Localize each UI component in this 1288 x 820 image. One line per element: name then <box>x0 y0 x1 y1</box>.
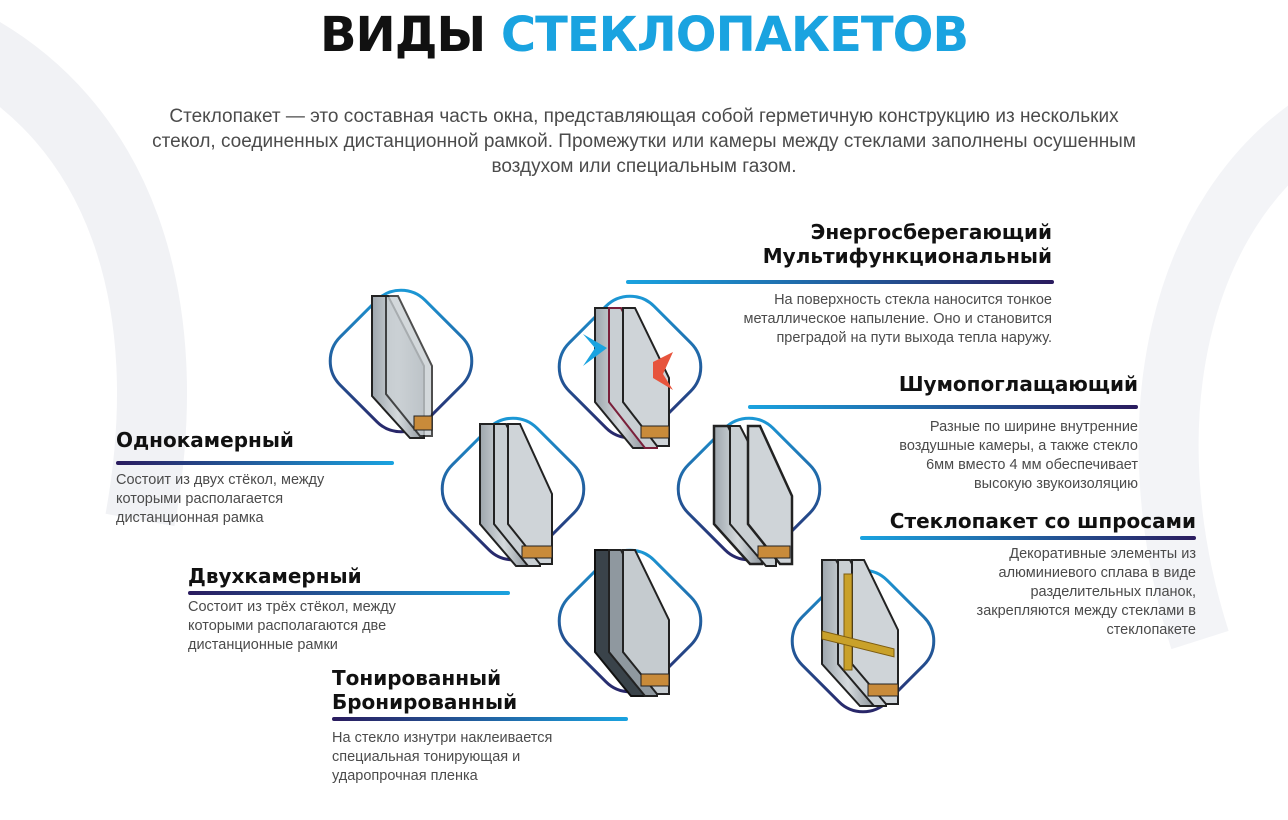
double-chamber-title: Двухкамерный <box>188 564 362 588</box>
energy-desc-line-3: преградой на пути выхода тепла наружу. <box>776 330 1052 346</box>
muntins-desc-line-3: разделительных планок, <box>1030 584 1196 600</box>
energy-saving-desc <box>743 291 1052 348</box>
muntins-image <box>778 556 948 726</box>
noise-desc-line-4: высокую звукоизоляцию <box>973 476 1138 492</box>
muntins-desc <box>977 545 1196 640</box>
noise-desc-line-3: 6мм вместо 4 мм обеспечивает <box>926 457 1138 473</box>
intro-text <box>100 104 1188 179</box>
muntins-desc-line-4: закрепляются между стеклами в <box>976 603 1196 619</box>
double-chamber-underline <box>188 591 510 595</box>
tinted-desc-line-2: специальная тонирующая и <box>332 749 521 765</box>
intro-line-3: воздухом или специальным газом. <box>491 156 797 177</box>
tinted-desc-line-1: На стекло изнутри наклеивается <box>332 730 553 746</box>
muntins-title: Стеклопакет со шпросами <box>889 509 1196 533</box>
tinted-title-line-2: Бронированный <box>332 690 518 714</box>
single-desc-line-3: дистанционная рамка <box>116 510 264 526</box>
energy-title-line-1: Энергосберегающий <box>810 220 1052 244</box>
double-desc-line-2: которыми располагаются две <box>188 618 387 634</box>
tinted-desc <box>332 729 552 786</box>
double-chamber-desc <box>188 598 396 655</box>
intro-line-2: стекол, соединенных дистанционной рамкой. Промежутки или камеры между стеклами заполнены осушенным <box>152 131 1136 152</box>
soundproof-desc <box>899 418 1138 494</box>
single-desc-line-1: Состоит из двух стёкол, между <box>116 472 325 488</box>
title-part2: СТЕКЛОПАКЕТОВ <box>500 7 969 63</box>
muntins-desc-line-2: алюминиевого сплава в виде <box>998 565 1196 581</box>
single-chamber-title: Однокамерный <box>116 428 294 452</box>
page-title <box>0 6 1288 64</box>
muntins-desc-line-5: стеклопакете <box>1106 622 1196 638</box>
energy-desc-line-2: металлическое напыление. Оно и становится <box>743 311 1052 327</box>
tinted-armored-image <box>545 536 715 706</box>
muntins-desc-line-1: Декоративные элементы из <box>1009 546 1196 562</box>
title-part1: ВИДЫ <box>319 7 486 63</box>
energy-title-line-2: Мультифункциональный <box>762 244 1052 268</box>
tinted-underline <box>332 717 628 721</box>
noise-desc-line-2: воздушные камеры, а также стекло <box>899 438 1138 454</box>
soundproof-title: Шумопоглащающий <box>898 372 1138 396</box>
double-desc-line-1: Состоит из трёх стёкол, между <box>188 599 396 615</box>
muntins-underline <box>860 536 1196 540</box>
single-chamber-desc <box>116 471 324 528</box>
tinted-title-line-1: Тонированный <box>332 666 502 690</box>
intro-line-1: Стеклопакет — это составная часть окна, представляющая собой герметичную конструкцию из нескольких <box>169 106 1119 127</box>
double-desc-line-3: дистанционные рамки <box>188 637 338 653</box>
noise-desc-line-1: Разные по ширине внутренние <box>929 419 1138 435</box>
energy-desc-line-1: На поверхность стекла наносится тонкое <box>774 292 1052 308</box>
tinted-desc-line-3: ударопрочная пленка <box>332 768 478 784</box>
energy-saving-title <box>763 220 1052 268</box>
single-desc-line-2: которыми располагается <box>116 491 284 507</box>
single-chamber-underline <box>116 461 394 465</box>
tinted-title <box>332 666 517 714</box>
